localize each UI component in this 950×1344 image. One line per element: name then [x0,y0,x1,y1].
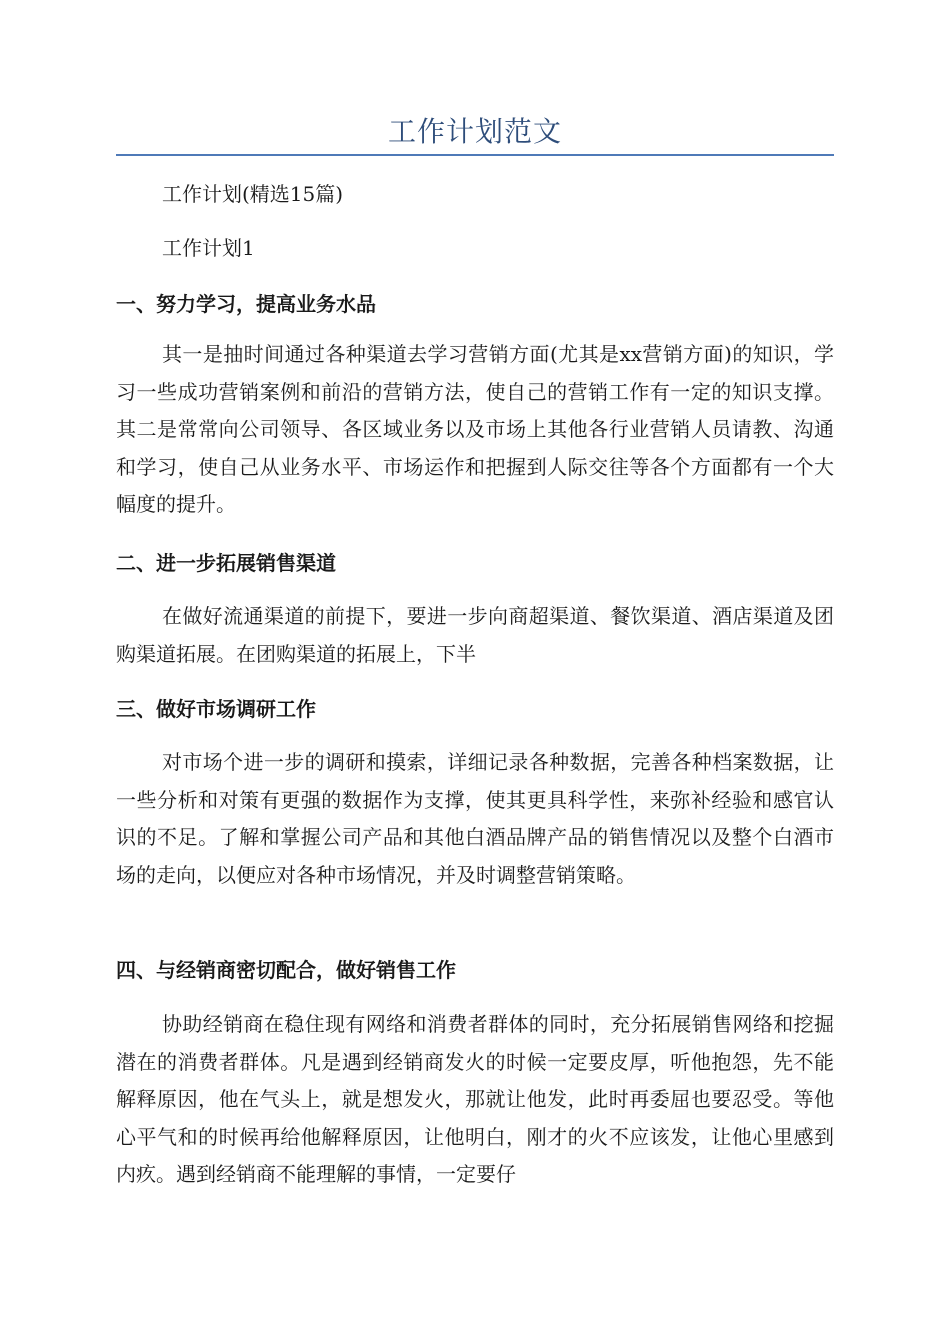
section-body-4: 协助经销商在稳住现有网络和消费者群体的同时，充分拓展销售网络和挖掘潜在的消费者群体。凡是遇到经销商发火的时候一定要皮厚，听他抱怨，先不能解释原因，他在气头上，就是想发火，那就让他发，此时再委屈也要忍受。等他心平气和的时候再给他解释原因，让他明白，刚才的火不应该发，让他心里感到内疚。遇到经销商不能理解的事情，一定要仔 [116,1012,834,1186]
section-heading-3: 三、做好市场调研工作 [116,697,316,721]
section-body-2: 在做好流通渠道的前提下，要进一步向商超渠道、餐饮渠道、酒店渠道及团购渠道拓展。在团购渠道的拓展上，下半 [116,604,834,666]
section-heading-2: 二、进一步拓展销售渠道 [116,551,336,575]
section-label: 工作计划1 [162,236,255,260]
section-heading-1: 一、努力学习，提高业务水品 [116,292,376,316]
section-body-1: 其一是抽时间通过各种渠道去学习营销方面(尤其是xx营销方面)的知识，学习一些成功营销案例和前沿的营销方法，使自己的营销工作有一定的知识支撑。其二是常常向公司领导、各区域业务以及市场上其他各行业营销人员请教、沟通和学习，使自己从业务水平、市场运作和把握到人际交往等各个方面都有一个大幅度的提升。 [116,342,834,516]
document-title: 工作计划范文 [387,115,562,148]
section-heading-4: 四、与经销商密切配合，做好销售工作 [116,958,456,982]
title-underline [116,154,834,156]
document-subtitle: 工作计划(精选15篇) [162,182,344,206]
section-body-3: 对市场个进一步的调研和摸索，详细记录各种数据，完善各种档案数据，让一些分析和对策有更强的数据作为支撑，使其更具科学性，来弥补经验和感官认识的不足。了解和掌握公司产品和其他白酒品牌产品的销售情况以及整个白酒市场的走向，以便应对各种市场情况，并及时调整营销策略。 [116,750,834,887]
